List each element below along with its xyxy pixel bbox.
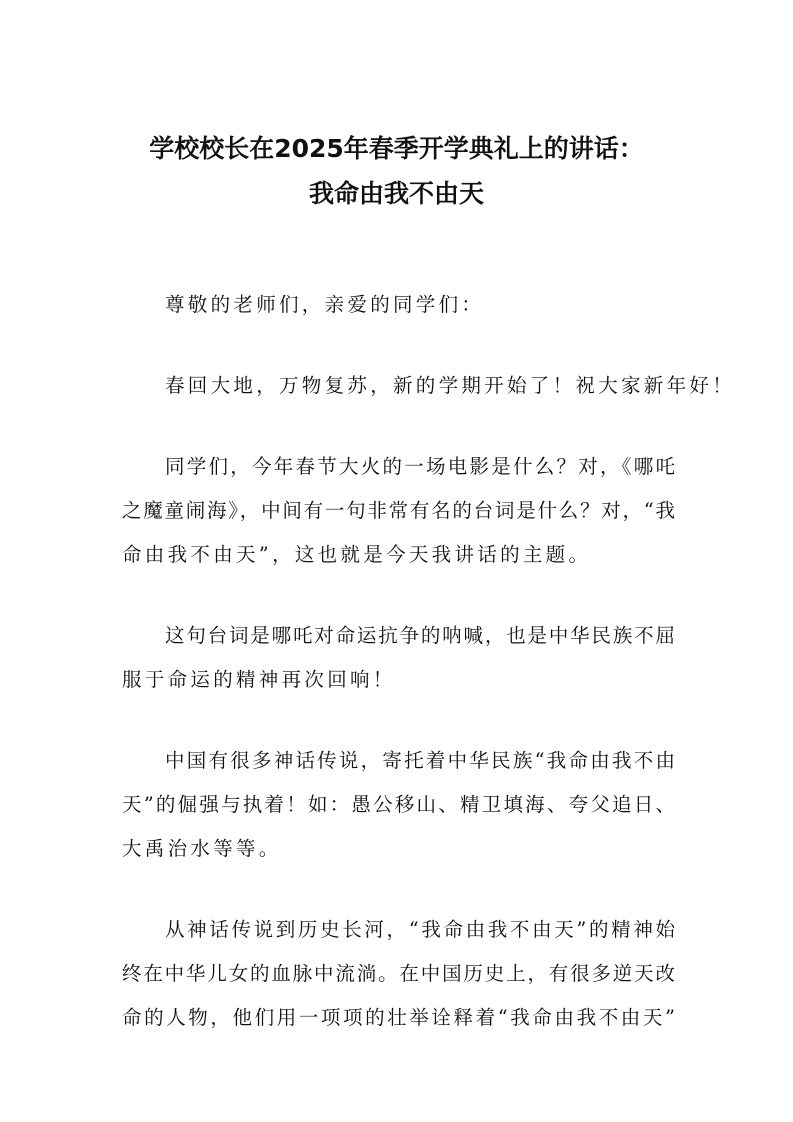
paragraph-line: 同学们，今年春节大火的一场电影是什么？对，《哪吒 [165,455,675,478]
paragraph [122,614,675,702]
paragraph-line: 命由我不由天”，这也就是今天我讲话的主题。 [122,543,592,566]
paragraph [122,364,736,408]
document-body [122,283,736,1077]
document-title [0,126,793,216]
title-line: 学校校长在2025年春季开学典礼上的讲话： [149,134,644,163]
paragraph-line: 春回大地，万物复苏，新的学期开始了！祝大家新年好！ [165,374,736,397]
paragraph-line: 从神话传说到历史长河，“我命由我不由天”的精神始 [165,918,675,941]
paragraph-line: 天”的倔强与执着！如：愚公移山、精卫填海、夸父追日、 [122,793,675,816]
paragraph-line: 大禹治水等等。 [122,837,282,860]
paragraph [122,739,675,871]
paragraph [122,283,675,327]
paragraph-line: 服于命运的精神再次回响！ [122,668,396,691]
paragraph-line: 尊敬的老师们，亲爱的同学们： [165,293,485,316]
paragraph [122,445,675,577]
paragraph-line: 这句台词是哪吒对命运抗争的呐喊，也是中华民族不屈 [165,624,675,647]
paragraph-line: 中国有很多神话传说，寄托着中华民族“我命由我不由 [165,749,675,772]
paragraph-line: 命的人物，他们用一项项的壮举诠释着“我命由我不由天” [122,1006,675,1029]
paragraph-line: 之魔童闹海》，中间有一句非常有名的台词是什么？对，“我 [122,499,675,522]
paragraph-line: 终在中华儿女的血脉中流淌。在中国历史上，有很多逆天改 [122,962,675,985]
paragraph [122,908,675,1040]
title-line: 我命由我不由天 [308,179,484,208]
